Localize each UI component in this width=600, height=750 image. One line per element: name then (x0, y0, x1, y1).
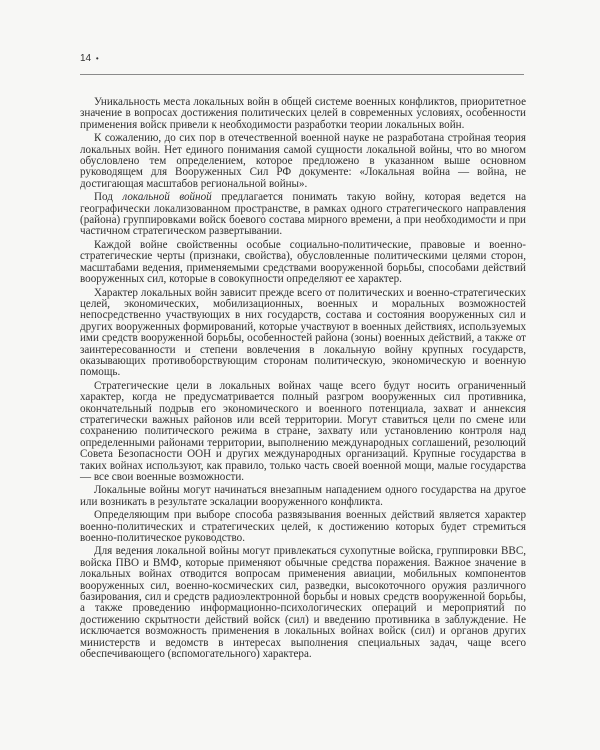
paragraph-7: Локальные войны могут начинаться внезапным нападением одного государства на другое или возникать в результате эскалации вооруженного конфликта. (80, 484, 526, 508)
paragraph-3-rest: предлагается понимать такую войну, которая ведется на географически локализованном пространстве, в рамках одного стратегического направления (района) группировками войск боевого состава мирного времени, а при необходимости и при частичном стратегическом развертывании. (80, 191, 526, 238)
running-header (80, 50, 524, 75)
page-number-bullet: • (95, 54, 99, 63)
paragraph-1: Уникальность места локальных войн в общей системе военных конфликтов, приоритетное значение в вопросах достижения политических целей в современных условиях, особенности применения войск привели к необходимости разработки теории локальных войн. (80, 96, 526, 131)
paragraph-2: К сожалению, до сих пор в отечественной военной науке не разработана стройная теория локальных войн. Нет единого понимания самой сущности локальной войны, что во многом обусловлено тем определением, которое предложено в указанном выше основном руководящем для Вооруженных Сил РФ документе: «Локальная война — война, не достигающая масштабов региональной войны». (80, 132, 526, 190)
paragraph-8: Определяющим при выборе способа развязывания военных действий является характер военно-политических и стратегических целей, к достижению которых будет стремиться военно-политическое руководство. (80, 509, 526, 545)
paragraph-3-lead: Под (94, 191, 123, 204)
paragraph-9: Для ведения локальной войны могут привлекаться сухопутные войска, группировки ВВС, войска ПВО и ВМФ, которые применяют обычные средства поражения. Важное значение в локальных войнах отводится вопросам применения авиации, мобильных компонентов вооруженных сил, военно-космических сил, разведки, высокоточного оружия различного базирования, сил и средств радиоэлектронной борьбы и новых средств вооруженной борьбы, а также проведению информационно-психологических операций и мероприятий по достижению скрытности действий войск (сил) и введению противника в заблуждение. Не исключается возможность применения в локальных войнах войск (сил) и органов других министерств и ведомств в интересах выполнения специальных задач, чаще всего обеспечивающего (вспомогательного) характера. (80, 545, 526, 661)
paragraph-6: Стратегические цели в локальных войнах чаще всего будут носить ограниченный характер, когда не предусматривается полный разгром вооруженных сил противника, окончательный подрыв его экономического и военного потенциала, захват и аннексия стратегически важных районов или всей территории. Могут ставиться цели по смене или сохранению политического режима в стране, захвату или установлению контроля над определенными районами территории, выполнению международных соглашений, резолюций Совета Безопасности ООН и других международных организаций. Крупные государства в таких войнах используют, как правило, только часть своей военной мощи, малые государства — все свои военные возможности. (80, 379, 526, 483)
body-text (80, 97, 526, 661)
paragraph-5: Характер локальных войн зависит прежде всего от политических и военно-стратегических целей, экономических, мобилизационных, военных и моральных возможностей непосредственно участвующих в них государств, состава и состояния вооруженных сил и других вооруженных формирований, которые участвуют в военных действиях, используемых ими средств вооруженной борьбы, особенностей района (зоны) военных действий, а также от заинтересованности и степени вовлечения в локальную войну крупных государств, оказывающих противоборствующим сторонам политическую, экономическую и военную помощь. (80, 286, 526, 379)
paragraph-4: Каждой войне свойственны особые социально-политические, правовые и военно-стратегические черты (признаки, свойства), обусловленные политическими целями сторон, масштабами ведения, применяемыми средствами вооруженной борьбы, способами действий вооруженных сил, которые в совокупности определяют ее характер. (80, 238, 526, 286)
paragraph-3 (80, 192, 526, 238)
defined-term: локальной войной (122, 191, 212, 204)
page-number: 14 • (80, 53, 99, 64)
